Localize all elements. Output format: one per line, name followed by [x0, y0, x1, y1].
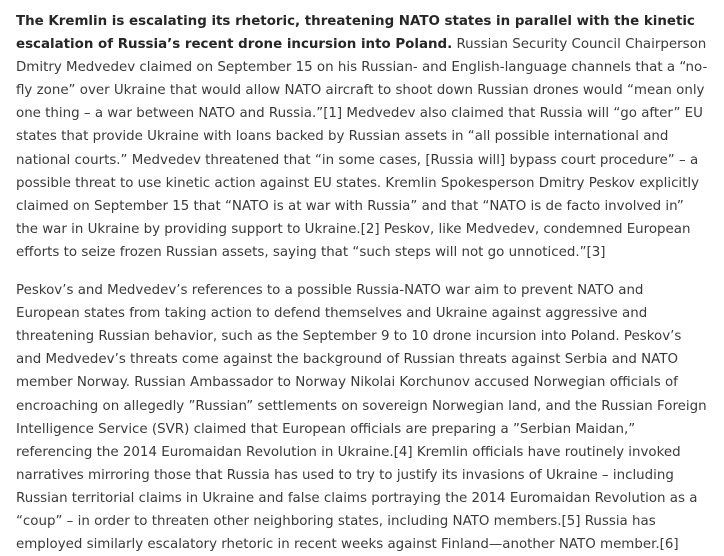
paragraph-1	[16, 10, 710, 264]
paragraph-2-text: Peskov’s and Medvedev’s references to a possible Russia-NATO war aim to prevent NATO and European states from taking action to defend themselves and Ukraine against aggressive and threatening Russian behavior, such as the September 9 to 10 drone incursion into Poland. Peskov’s and Medvedev’s threats come against the background of Russian threats against Serbia and NATO member Norway. Russian Ambassador to Norway Nikolai Korchunov accused Norwegian officials of encroaching on allegedly ”Russian” settlements on sovereign Norwegian land, and the Russian Foreign Intelligence Service (SVR) claimed that European officials are preparing a ”Serbian Maidan,” referencing the 2014 Euromaidan Revolution in Ukraine.[4] Kremlin officials have routinely invoked narratives mirroring those that Russia has used to try to justify its invasions of Ukraine – including Russian territorial claims in Ukraine and false claims portraying the 2014 Euromaidan Revolution as a “coup” – in order to threaten other neighboring states, including NATO members.[5] Russia has employed similarly escalatory rhetoric in recent weeks against Finland—another NATO member.[6]	[16, 283, 707, 553]
lead-sentence: The Kremlin is escalating its rhetoric, threatening NATO states in parallel with the kinetic escalation of Russia’s recent drone incursion into Poland.	[16, 14, 695, 53]
paragraph-2	[16, 279, 710, 556]
paragraph-1-text: Russian Security Council Chairperson Dmitry Medvedev claimed on September 15 on his Russian- and English-language channels that a “no-fly zone” over Ukraine that would allow NATO aircraft to shoot down Russian drones would “mean only one thing – a war between NATO and Russia.”[1] Medvedev also claimed that Russia will “go after” EU states that provide Ukraine with loans backed by Russian assets in “all possible international and national courts.” Medvedev threatened that “in some cases, [Russia will] bypass court procedure” – a possible threat to use kinetic action against EU states. Kremlin Spokesperson Dmitry Peskov explicitly claimed on September 15 that “NATO is at war with Russia” and that “NATO is de facto involved in” the war in Ukraine by providing support to Ukraine.[2] Peskov, like Medvedev, condemned European efforts to seize frozen Russian assets, saying that “such steps will not go unnoticed.”[3]	[16, 37, 708, 260]
